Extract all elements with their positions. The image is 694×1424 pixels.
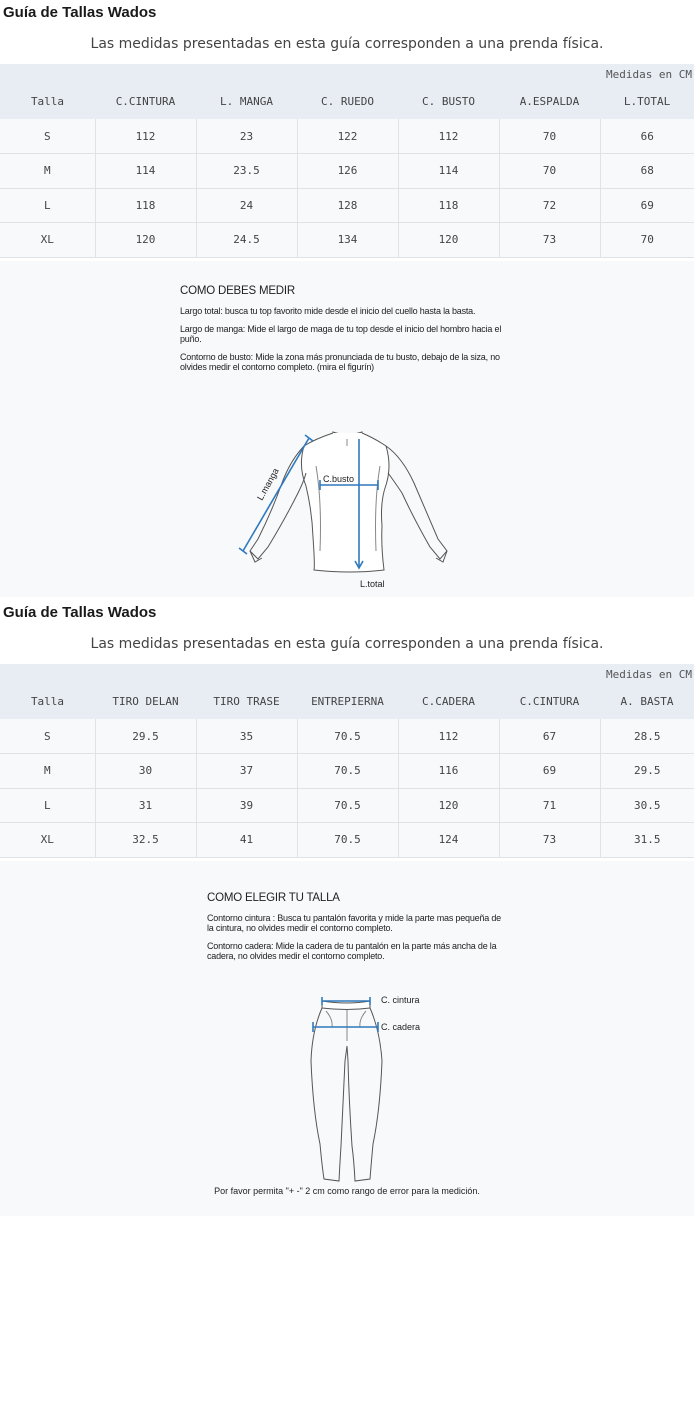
table-cell: S — [0, 119, 95, 154]
unit-label: Medidas en CM — [0, 664, 694, 684]
table-row — [0, 788, 694, 823]
howto-item: Largo total: busca tu top favorito mide desde el inicio del cuello hasta la basta. — [180, 306, 476, 316]
table-cell: 31 — [95, 788, 196, 823]
howto-item: Contorno de busto: Mide la zona más pronunciada de tu busto, debajo de la siza, no olvides medir el contorno completo. (mira el figurín) — [180, 352, 500, 372]
bust-label: C.busto — [323, 474, 355, 484]
table-cell: 70 — [499, 154, 600, 189]
error-range-note: Por favor permita "+ -" 2 cm como rango de error para la medición. — [214, 1186, 480, 1196]
howto-heading: COMO ELEGIR TU TALLA — [207, 892, 340, 904]
table-cell: 70 — [600, 223, 694, 258]
table-cell: 29.5 — [95, 719, 196, 754]
table-cell: M — [0, 754, 95, 789]
table-cell: 120 — [95, 223, 196, 258]
size-table-top — [0, 64, 694, 258]
table-cell: 32.5 — [95, 823, 196, 858]
guide-title: Guía de Tallas Wados — [3, 604, 157, 621]
table-cell: 24 — [196, 188, 297, 223]
table-cell: L — [0, 188, 95, 223]
waist-label: C. cintura — [381, 995, 420, 1005]
table-cell: 128 — [297, 188, 398, 223]
table-cell: 35 — [196, 719, 297, 754]
size-table-bottom — [0, 664, 694, 858]
table-cell: 23 — [196, 119, 297, 154]
column-header: C.CINTURA — [499, 684, 600, 719]
table-cell: 118 — [95, 188, 196, 223]
table-cell: 67 — [499, 719, 600, 754]
table-cell: 66 — [600, 119, 694, 154]
table-cell: 116 — [398, 754, 499, 789]
column-header: TIRO TRASE — [196, 684, 297, 719]
table-cell: 29.5 — [600, 754, 694, 789]
table-cell: 126 — [297, 154, 398, 189]
table-cell: 112 — [95, 119, 196, 154]
top-size-guide — [0, 0, 694, 600]
table-cell: 71 — [499, 788, 600, 823]
howto-item: Contorno cintura : Busca tu pantalón favorita y mide la parte mas pequeña de la cintura, no olvides medir el contorno completo. — [207, 913, 501, 933]
table-cell: S — [0, 719, 95, 754]
table-cell: 31.5 — [600, 823, 694, 858]
table-cell: XL — [0, 823, 95, 858]
table-cell: 70 — [499, 119, 600, 154]
table-cell: 124 — [398, 823, 499, 858]
column-header: L.TOTAL — [600, 84, 694, 119]
hip-label: C. cadera — [381, 1022, 421, 1032]
howto-heading: COMO DEBES MEDIR — [180, 285, 296, 297]
table-cell: 70.5 — [297, 823, 398, 858]
table-row — [0, 754, 694, 789]
pants-figure — [0, 861, 694, 1197]
table-cell: 70.5 — [297, 788, 398, 823]
table-cell: 122 — [297, 119, 398, 154]
column-header: Talla — [0, 684, 95, 719]
table-cell: 118 — [398, 188, 499, 223]
sleeve-label: L.manga — [255, 466, 281, 502]
table-cell: 68 — [600, 154, 694, 189]
table-row — [0, 719, 694, 754]
column-header: C.CADERA — [398, 684, 499, 719]
shirt-figure — [0, 261, 694, 597]
table-cell: 114 — [398, 154, 499, 189]
table-cell: 120 — [398, 788, 499, 823]
table-cell: 73 — [499, 823, 600, 858]
column-header: C. BUSTO — [398, 84, 499, 119]
table-cell: 120 — [398, 223, 499, 258]
column-header: C.CINTURA — [95, 84, 196, 119]
column-header: L. MANGA — [196, 84, 297, 119]
guide-subtitle: Las medidas presentadas en esta guía corresponden a una prenda física. — [90, 36, 604, 52]
table-cell: L — [0, 788, 95, 823]
total-label: L.total — [360, 579, 385, 589]
table-cell: 73 — [499, 223, 600, 258]
unit-label: Medidas en CM — [0, 64, 694, 84]
table-cell: 112 — [398, 719, 499, 754]
guide-subtitle: Las medidas presentadas en esta guía corresponden a una prenda física. — [90, 636, 604, 652]
table-cell: M — [0, 154, 95, 189]
column-header: A.ESPALDA — [499, 84, 600, 119]
table-cell: 39 — [196, 788, 297, 823]
measure-info-panel — [0, 861, 694, 1216]
measure-info-panel — [0, 261, 694, 597]
table-cell: 23.5 — [196, 154, 297, 189]
table-row — [0, 154, 694, 189]
howto-item: Largo de manga: Mide el largo de maga de tu top desde el inicio del hombro hacia el puño. — [180, 324, 502, 344]
table-row — [0, 119, 694, 154]
table-cell: 41 — [196, 823, 297, 858]
table-cell: 134 — [297, 223, 398, 258]
table-cell: 28.5 — [600, 719, 694, 754]
table-cell: 30 — [95, 754, 196, 789]
table-cell: 70.5 — [297, 719, 398, 754]
table-cell: 30.5 — [600, 788, 694, 823]
table-cell: 37 — [196, 754, 297, 789]
table-row — [0, 823, 694, 858]
table-cell: 112 — [398, 119, 499, 154]
bottom-size-guide — [0, 600, 694, 1220]
table-cell: 69 — [499, 754, 600, 789]
table-cell: XL — [0, 223, 95, 258]
table-row — [0, 188, 694, 223]
column-header: C. RUEDO — [297, 84, 398, 119]
column-header: TIRO DELAN — [95, 684, 196, 719]
table-cell: 69 — [600, 188, 694, 223]
table-cell: 114 — [95, 154, 196, 189]
table-cell: 70.5 — [297, 754, 398, 789]
howto-item: Contorno cadera: Mide la cadera de tu pantalón en la parte más ancha de la cadera, no olvides medir el contorno completo. — [207, 941, 497, 961]
table-cell: 72 — [499, 188, 600, 223]
column-header: Talla — [0, 84, 95, 119]
table-cell: 24.5 — [196, 223, 297, 258]
column-header: ENTREPIERNA — [297, 684, 398, 719]
column-header: A. BASTA — [600, 684, 694, 719]
guide-title: Guía de Tallas Wados — [3, 4, 157, 21]
table-row — [0, 223, 694, 258]
